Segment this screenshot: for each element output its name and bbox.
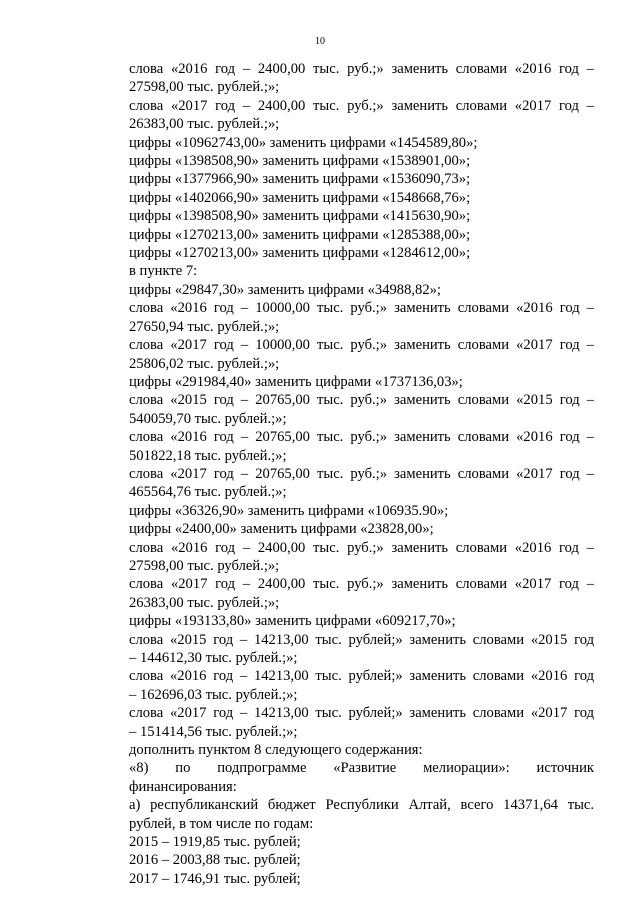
paragraph-11 [89, 281, 594, 299]
paragraph-27 [89, 759, 594, 796]
paragraph-continuation: рублей, в том числе по годам: [129, 815, 314, 832]
paragraph-20 [89, 539, 594, 576]
paragraph-first-line: цифры «1270213,00» заменить цифрами «1285388,00»; [129, 226, 471, 243]
paragraph-continuation: 27598,00 тыс. рублей.;»; [129, 557, 280, 574]
paragraph-6 [89, 189, 594, 207]
paragraph-18 [89, 502, 594, 520]
paragraph-first-line: цифры «291984,40» заменить цифрами «1737136,03»; [129, 373, 463, 390]
paragraph-continuation: 26383,00 тыс. рублей.;»; [129, 594, 280, 611]
paragraph-30 [89, 851, 594, 869]
paragraph-first-line: цифры «1270213,00» заменить цифрами «1284612,00»; [129, 245, 471, 262]
paragraph-7 [89, 207, 594, 225]
paragraph-first-line: цифры «1377966,90» заменить цифрами «1536090,73»; [129, 171, 471, 188]
paragraph-13 [89, 336, 594, 373]
paragraph-first-line: слова «2017 год – 20765,00 тыс. руб.;» заменить словами «2017 год – [129, 465, 594, 482]
paragraph-16 [89, 428, 594, 465]
paragraph-first-line: слова «2016 год – 10000,00 тыс. руб.;» заменить словами «2016 год – [129, 300, 594, 317]
paragraph-first-line: «8) по подпрограмме «Развитие мелиорации»: источник [129, 760, 594, 777]
paragraph-first-line: цифры «2400,00» заменить цифрами «23828,00»; [129, 521, 434, 538]
paragraph-continuation: финансирования: [129, 778, 237, 795]
paragraph-first-line: в пункте 7: [129, 263, 198, 280]
paragraph-first-line: слова «2016 год – 20765,00 тыс. руб.;» заменить словами «2016 год – [129, 429, 594, 446]
paragraph-first-line: слова «2015 год – 14213,00 тыс. рублей;» заменить словами «2015 год [129, 631, 594, 648]
paragraph-first-line: слова «2016 год – 14213,00 тыс. рублей;» заменить словами «2016 год [129, 668, 594, 685]
paragraph-10 [89, 262, 594, 280]
paragraph-12 [89, 299, 594, 336]
paragraph-first-line: цифры «1402066,90» заменить цифрами «1548668,76»; [129, 189, 471, 206]
paragraph-22 [89, 612, 594, 630]
paragraph-29 [89, 833, 594, 851]
paragraph-first-line: 2016 – 2003,88 тыс. рублей; [129, 852, 301, 869]
paragraph-26 [89, 741, 594, 759]
paragraph-28 [89, 796, 594, 833]
paragraph-14 [89, 373, 594, 391]
paragraph-first-line: дополнить пунктом 8 следующего содержания: [129, 742, 423, 759]
paragraph-continuation: 27598,00 тыс. рублей.;»; [129, 79, 280, 96]
paragraph-4 [89, 152, 594, 170]
paragraph-first-line: слова «2017 год – 10000,00 тыс. руб.;» заменить словами «2017 год – [129, 337, 594, 354]
paragraph-19 [89, 520, 594, 538]
paragraph-9 [89, 244, 594, 262]
paragraph-25 [89, 704, 594, 741]
paragraph-first-line: цифры «10962743,00» заменить цифрами «1454589,80»; [129, 134, 478, 151]
paragraph-first-line: цифры «193133,80» заменить цифрами «609217,70»; [129, 613, 456, 630]
paragraph-2 [89, 97, 594, 134]
paragraph-continuation: 25806,02 тыс. рублей.;»; [129, 355, 280, 372]
paragraph-first-line: цифры «1398508,90» заменить цифрами «1538901,00»; [129, 153, 471, 170]
page-number: 10 [315, 36, 325, 47]
paragraph-21 [89, 575, 594, 612]
paragraph-continuation: 465564,76 тыс. рублей.;»; [129, 484, 287, 501]
paragraph-first-line: слова «2017 год – 14213,00 тыс. рублей;» заменить словами «2017 год [129, 705, 594, 722]
paragraph-3 [89, 134, 594, 152]
paragraph-first-line: слова «2017 год – 2400,00 тыс. руб.;» заменить словами «2017 год – [129, 576, 594, 593]
paragraph-continuation: – 162696,03 тыс. рублей.;»; [129, 686, 298, 703]
paragraph-first-line: цифры «1398508,90» заменить цифрами «1415630,90»; [129, 208, 471, 225]
paragraph-8 [89, 226, 594, 244]
paragraph-5 [89, 170, 594, 188]
paragraph-31 [89, 870, 594, 888]
paragraph-15 [89, 391, 594, 428]
document-body [89, 60, 594, 888]
paragraph-first-line: цифры «29847,30» заменить цифрами «34988,82»; [129, 281, 441, 298]
paragraph-continuation: 501822,18 тыс. рублей.;»; [129, 447, 287, 464]
paragraph-first-line: 2017 – 1746,91 тыс. рублей; [129, 870, 301, 887]
paragraph-first-line: слова «2016 год – 2400,00 тыс. руб.;» заменить словами «2016 год – [129, 61, 594, 77]
paragraph-first-line: слова «2016 год – 2400,00 тыс. руб.;» заменить словами «2016 год – [129, 539, 594, 556]
paragraph-first-line: а) республиканский бюджет Республики Алтай, всего 14371,64 тыс. [129, 797, 594, 814]
paragraph-first-line: 2015 – 1919,85 тыс. рублей; [129, 834, 301, 851]
paragraph-23 [89, 631, 594, 668]
paragraph-continuation: 26383,00 тыс. рублей.;»; [129, 116, 280, 133]
paragraph-1 [89, 60, 594, 97]
paragraph-first-line: слова «2015 год – 20765,00 тыс. руб.;» заменить словами «2015 год – [129, 392, 594, 409]
paragraph-continuation: – 151414,56 тыс. рублей.;»; [129, 723, 298, 740]
paragraph-17 [89, 465, 594, 502]
paragraph-first-line: цифры «36326,90» заменить цифрами «106935.90»; [129, 502, 449, 519]
paragraph-continuation: 27650,94 тыс. рублей.;»; [129, 318, 280, 335]
paragraph-24 [89, 667, 594, 704]
paragraph-first-line: слова «2017 год – 2400,00 тыс. руб.;» заменить словами «2017 год – [129, 97, 594, 114]
paragraph-continuation: – 144612,30 тыс. рублей.;»; [129, 650, 298, 666]
paragraph-continuation: 540059,70 тыс. рублей.;»; [129, 410, 287, 427]
